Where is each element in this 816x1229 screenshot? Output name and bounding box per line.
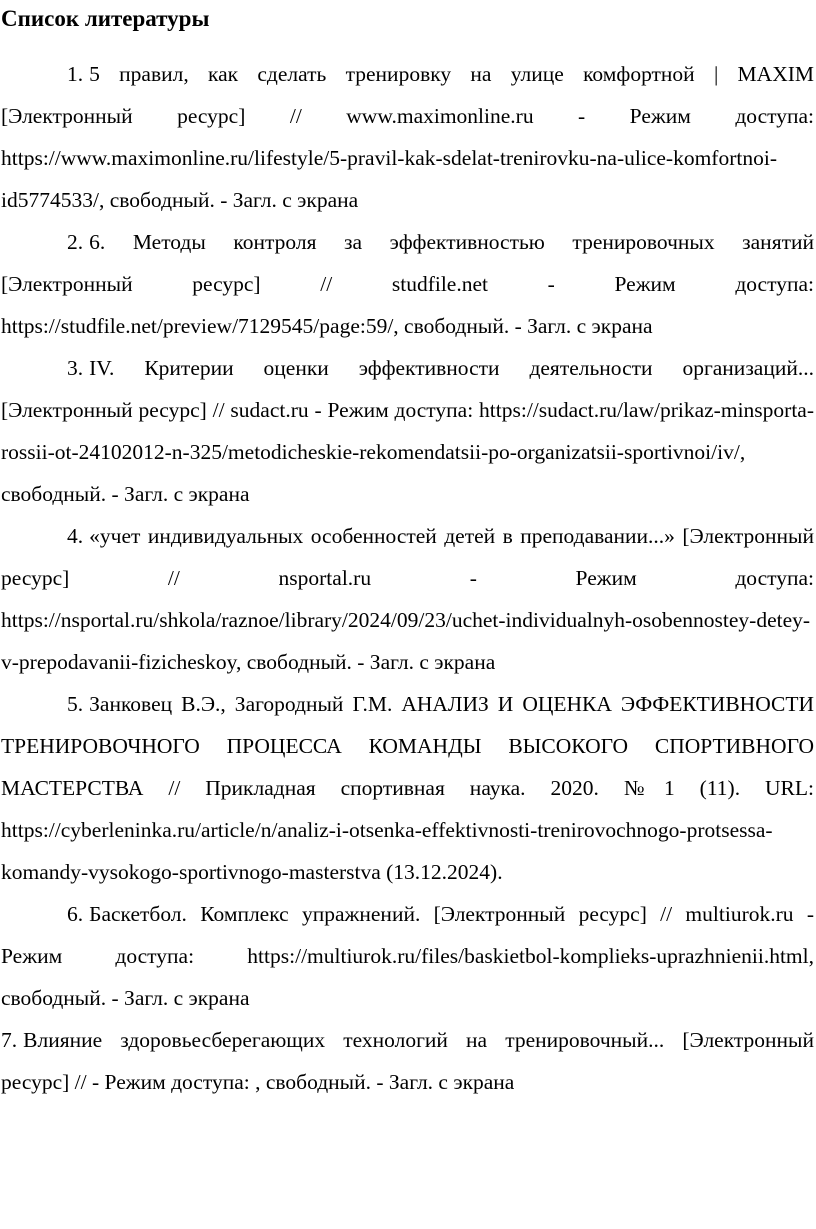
reference-text: IV. Критерии оценки эффективности деятельности организаций... [Электронный ресурс] // sudact.ru - Режим доступа: https://sudact.ru/law/prikaz-minsporta-rossii-ot-24102012-n-325/metodicheskie-rekomendatsii-po-organizatsii-sportivnoi/iv/, свободный. - Загл. с экрана (1, 356, 814, 506)
reference-item-4 (1, 515, 814, 683)
reference-item-7 (1, 1019, 814, 1103)
reference-text: 5 правил, как сделать тренировку на улице комфортной | MAXIM [Электронный ресурс] // www.maximonline.ru - Режим доступа: https://www.maximonline.ru/lifestyle/5-pravil-kak-sdelat-trenirovku-na-ulice-komfortnoi-id5774533/, свободный. - Загл. с экрана (1, 62, 814, 212)
reference-number: 2. (67, 230, 84, 254)
reference-item-2 (1, 221, 814, 347)
reference-number: 3. (67, 356, 84, 380)
page-title: Список литературы (1, 6, 210, 31)
reference-list (1, 53, 814, 1103)
reference-item-6 (1, 893, 814, 1019)
reference-item-1 (1, 53, 814, 221)
reference-text: «учет индивидуальных особенностей детей в преподавании...» [Электронный ресурс] // nsportal.ru - Режим доступа: https://nsportal.ru/shkola/raznoe/library/2024/09/23/uchet-individualnyh-osobennostey-detey-v-prepodavanii-fizicheskoy, свободный. - Загл. с экрана (1, 524, 814, 674)
reference-item-5 (1, 683, 814, 893)
reference-number: 6. (67, 902, 84, 926)
reference-text: Влияние здоровьесберегающих технологий на тренировочный... [Электронный ресурс] // - Режим доступа: , свободный. - Загл. с экрана (1, 1028, 814, 1094)
reference-number: 5. (67, 692, 84, 716)
reference-number: 4. (67, 524, 84, 548)
reference-number: 7. (1, 1028, 18, 1052)
reference-number: 1. (67, 62, 84, 86)
reference-text: Баскетбол. Комплекс упражнений. [Электронный ресурс] // multiurok.ru - Режим доступа: https://multiurok.ru/files/baskietbol-komplieks-uprazhnienii.html, свободный. - Загл. с экрана (1, 902, 814, 1010)
reference-item-3 (1, 347, 814, 515)
reference-text: Занковец В.Э., Загородный Г.М. АНАЛИЗ И ОЦЕНКА ЭФФЕКТИВНОСТИ ТРЕНИРОВОЧНОГО ПРОЦЕССА КОМАНДЫ ВЫСОКОГО СПОРТИВНОГО МАСТЕРСТВА // Прикладная спортивная наука. 2020. №1 (11). URL: https://cyberleninka.ru/article/n/analiz-i-otsenka-effektivnosti-trenirovochnogo-protsessa-komandy-vysokogo-sportivnogo-masterstva (13.12.2024). (1, 692, 814, 884)
reference-text: 6. Методы контроля за эффективностью тренировочных занятий [Электронный ресурс] // studfile.net - Режим доступа: https://studfile.net/preview/7129545/page:59/, свободный. - Загл. с экрана (1, 230, 814, 338)
